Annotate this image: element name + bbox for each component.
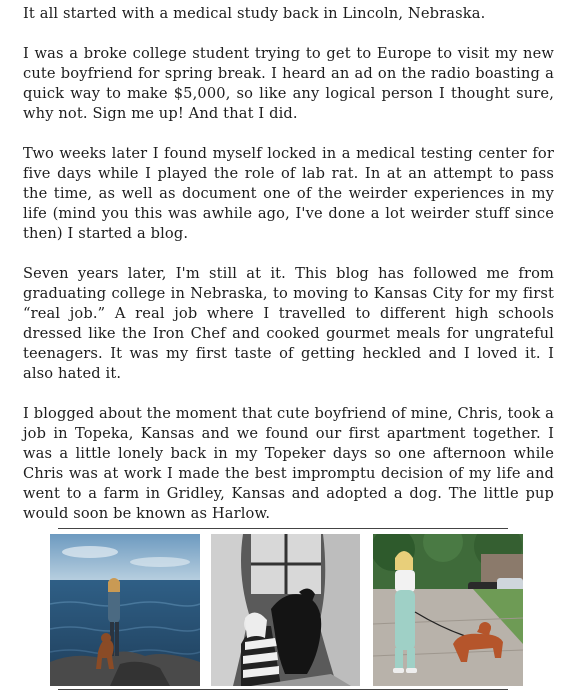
article-paragraph: I blogged about the moment that cute boyfriend of mine, Chris, took a job in Topeka, Kansas and we found our first apartment together. I was a little lonely back in my Topeker days so one afternoon while Chris was at work I made the best impromptu decision of my life and went to a farm in Gridley, Kansas and adopted a dog. The little pup would soon be known as Harlow. — [23, 405, 554, 522]
woman-and-dog-by-lake-photo — [50, 534, 200, 686]
article-paragraph: I was a broke college student trying to get to Europe to visit my new cute boyfriend for spring break. I heard an ad on the radio boasting a quick way to make $5,000, so like any logical person I thought sure, why not. Sign me up! And that I did. — [23, 45, 554, 122]
article-body — [23, 4, 554, 544]
divider-rule — [58, 689, 508, 690]
article-paragraph: It all started with a medical study back in Lincoln, Nebraska. — [23, 5, 486, 22]
woman-hugging-dog-black-and-white-photo — [211, 534, 360, 686]
article-paragraph: Seven years later, I'm still at it. This blog has followed me from graduating college in Nebraska, to moving to Kansas City for my first “real job.” A real job where I travelled to different high schools dressed like the Iron Chef and cooked gourmet meals for ungrateful teenagers. It was my first taste of getting heckled and I loved it. I also hated it. — [23, 265, 554, 382]
woman-walking-dog-on-sidewalk-photo — [373, 534, 523, 686]
article-paragraph: Two weeks later I found myself locked in a medical testing center for five days while I played the role of lab rat. In at an attempt to pass the time, as well as document one of the weirder experiences in my life (mind you this was awhile ago, I've done a lot weirder stuff since then) I started a blog. — [23, 145, 554, 242]
divider-rule — [58, 528, 508, 529]
